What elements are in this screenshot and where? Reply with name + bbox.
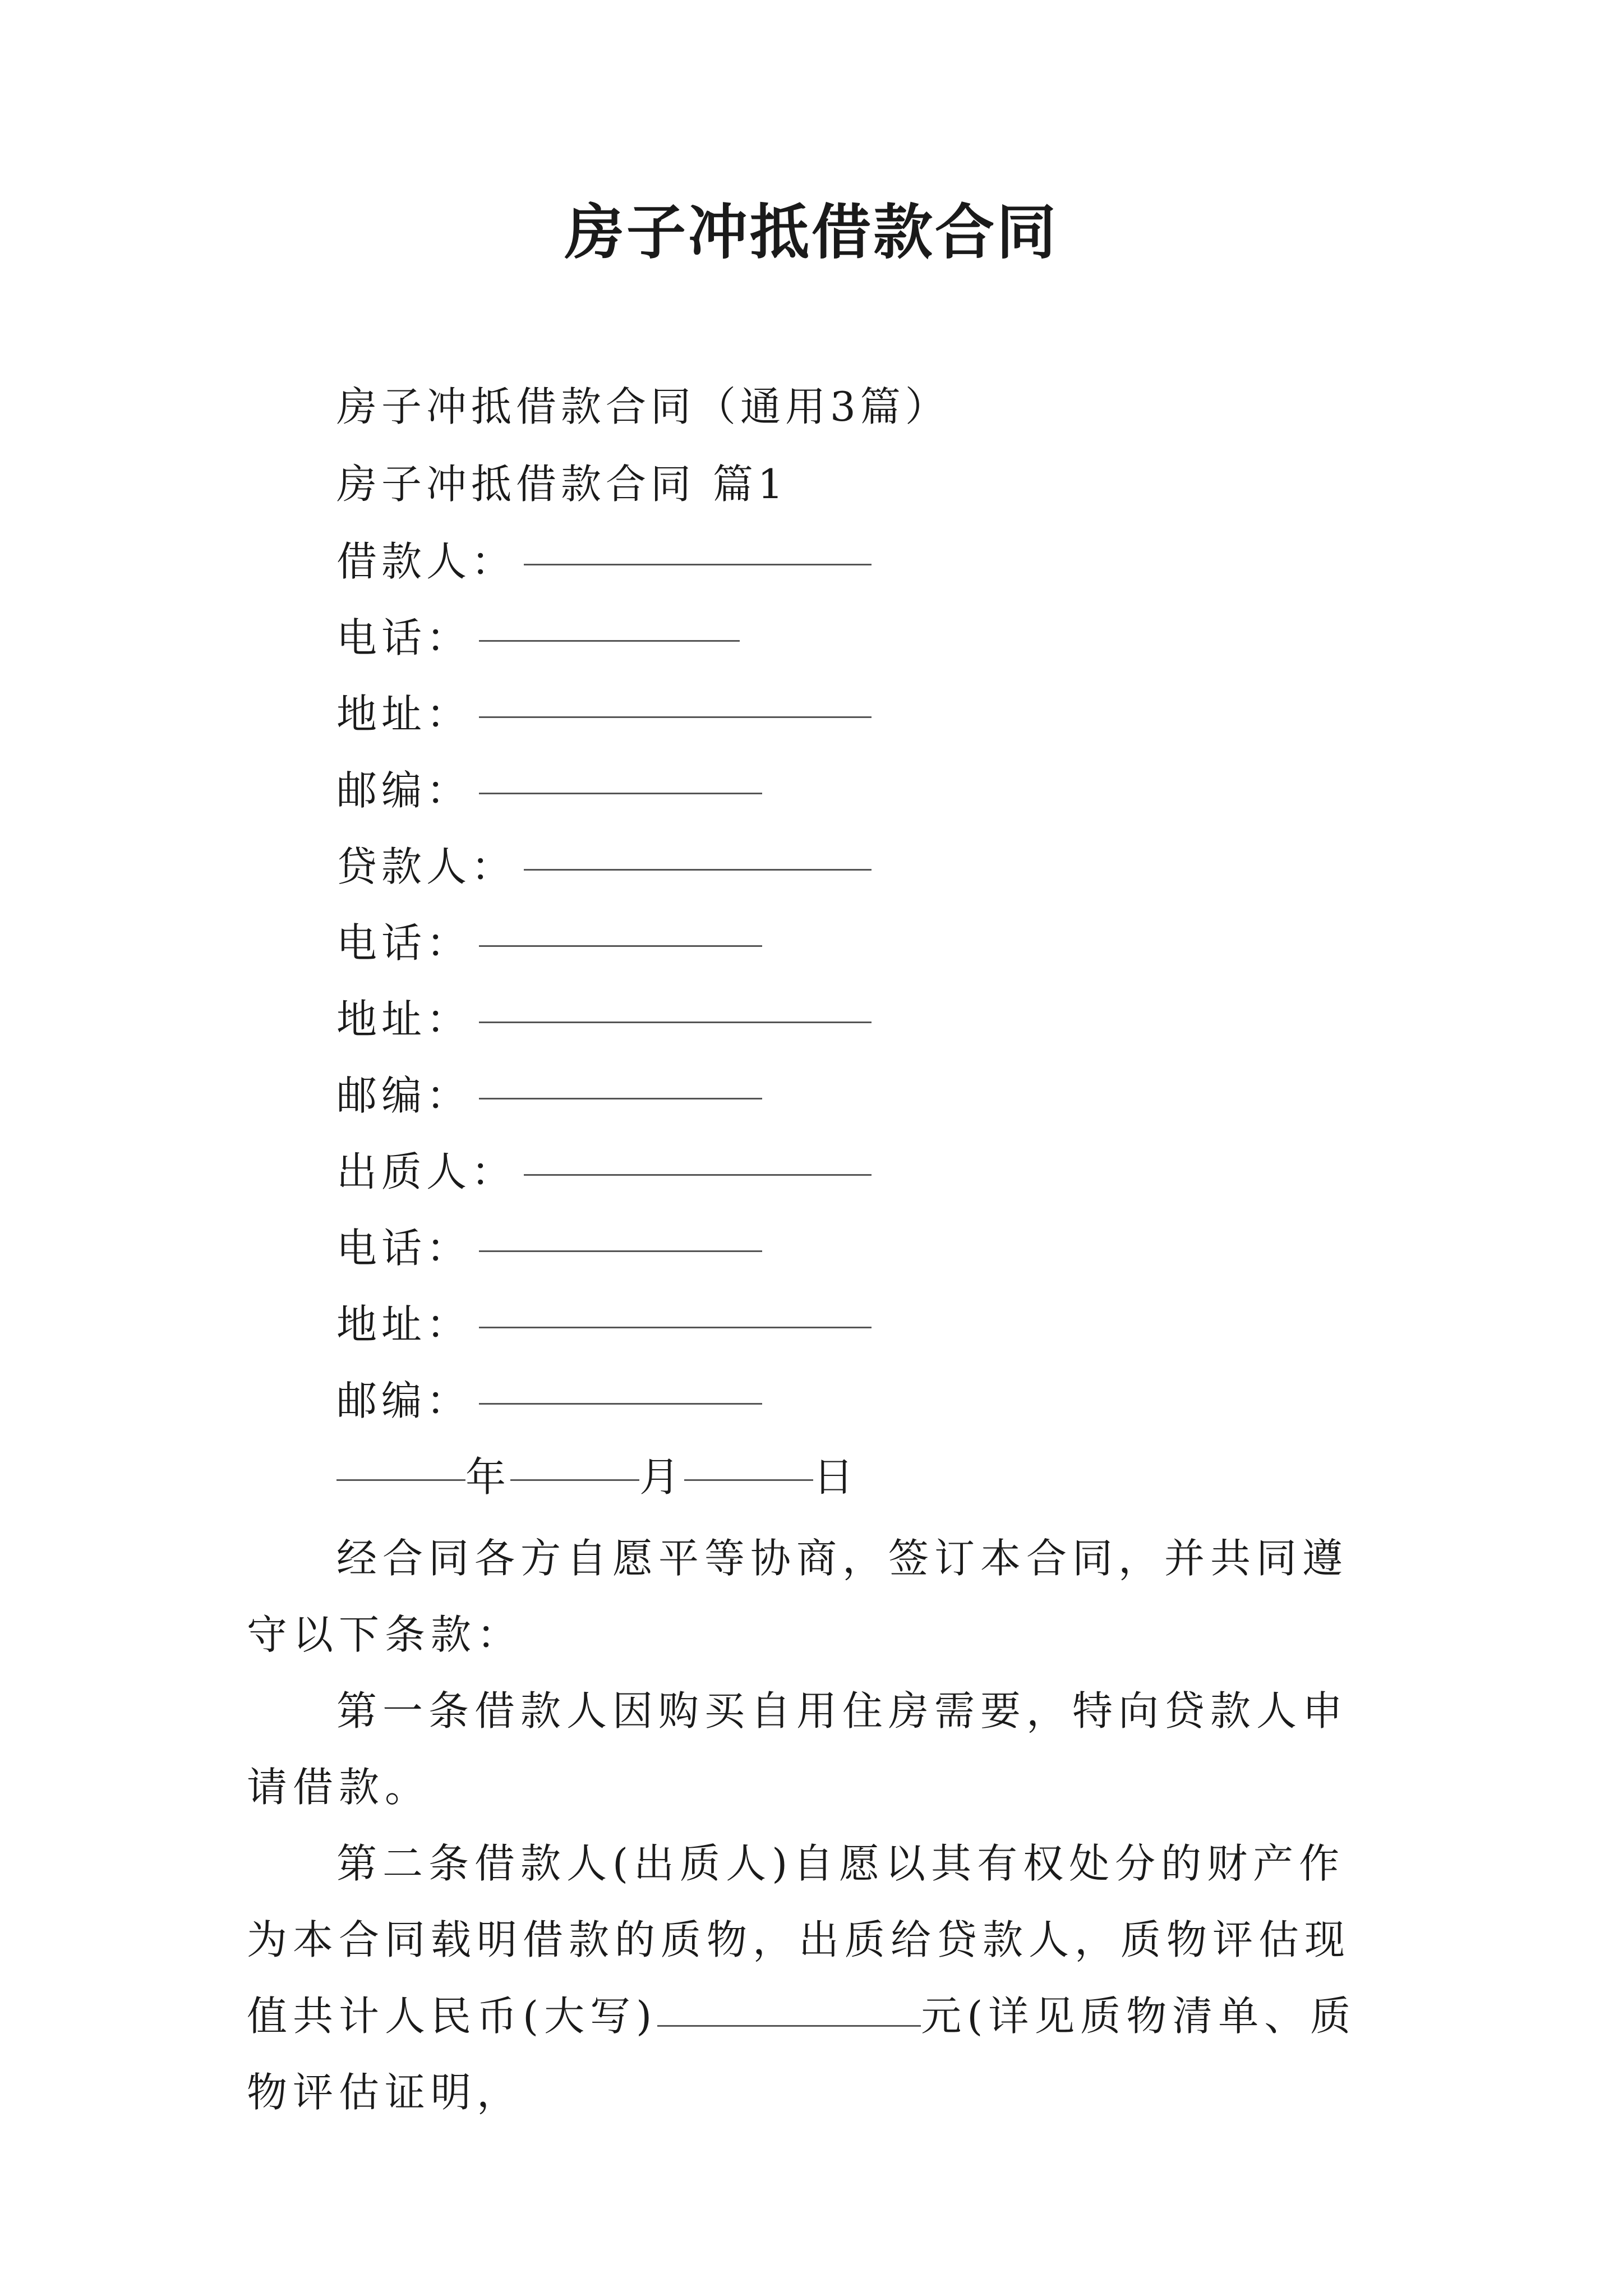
pledger-name-blank[interactable] [524,1138,872,1176]
borrower-address-line [336,686,872,742]
year-blank[interactable] [336,1443,465,1481]
field-label: 地址： [336,691,472,738]
article-2-paragraph [247,1825,1391,2131]
article-2-text-before: 第二条借款人(出质人)自愿以其有权处分的财产作为本合同载明借款的质物，出质给贷款人，质物评估现值共计人民币(大写) [247,1840,1351,2040]
field-label: 电话： [336,919,472,967]
borrower-phone-line [336,610,740,666]
field-label: 地址： [336,996,472,1043]
intro-paragraph: 经合同各方自愿平等协商，签订本合同，并共同遵守以下条款： [247,1535,1349,1658]
pledger-postcode-blank[interactable] [479,1367,762,1405]
field-label: 邮编： [336,1072,472,1119]
field-label: 邮编： [336,767,472,814]
lender-postcode-blank[interactable] [479,1062,762,1099]
day-label: 日 [813,1453,859,1501]
borrower-name-line [336,533,872,590]
month-blank[interactable] [510,1443,639,1481]
article-2-text-after: 元(详见质物清单、质物评估证明， [247,1993,1357,2116]
pledger-phone-blank[interactable] [479,1214,762,1252]
field-label: 出质人： [336,1148,517,1195]
date-line [336,1449,858,1505]
field-label: 贷款人： [336,843,517,890]
lender-address-blank[interactable] [479,986,872,1023]
borrower-postcode-blank[interactable] [479,757,762,794]
document-title: 房子冲抵借款合同 [565,197,1058,267]
lender-postcode-line [336,1068,762,1124]
month-label: 月 [639,1453,685,1501]
subtitle-text: 房子冲抵借款合同（通用3篇） [336,383,950,430]
borrower-phone-blank[interactable] [479,604,740,642]
borrower-name-blank[interactable] [524,528,872,565]
field-label: 地址： [336,1301,472,1348]
section-heading-text: 房子冲抵借款合同 篇1 [336,461,788,508]
lender-phone-blank[interactable] [479,909,762,947]
pledger-postcode-line [336,1373,762,1429]
borrower-address-blank[interactable] [479,680,872,718]
document-subtitle [336,379,950,435]
day-blank[interactable] [684,1443,813,1481]
field-label: 电话： [336,1225,472,1272]
field-label: 借款人： [336,538,517,585]
amount-blank[interactable] [657,1991,921,2027]
field-label: 邮编： [336,1377,472,1424]
pledger-address-line [336,1296,872,1352]
pledger-phone-line [336,1220,762,1276]
lender-phone-line [336,915,762,971]
lender-address-line [336,991,872,1047]
article-1-paragraph: 第一条借款人因购买自用住房需要，特向贷款人申请借款。 [247,1687,1349,1811]
pledger-name-line [336,1144,872,1200]
year-label: 年 [465,1453,511,1501]
borrower-postcode-line [336,762,762,818]
pledger-address-blank[interactable] [479,1291,872,1328]
lender-name-line [336,839,872,895]
section-heading [336,456,788,512]
lender-name-blank[interactable] [524,833,872,871]
field-label: 电话： [336,614,472,661]
